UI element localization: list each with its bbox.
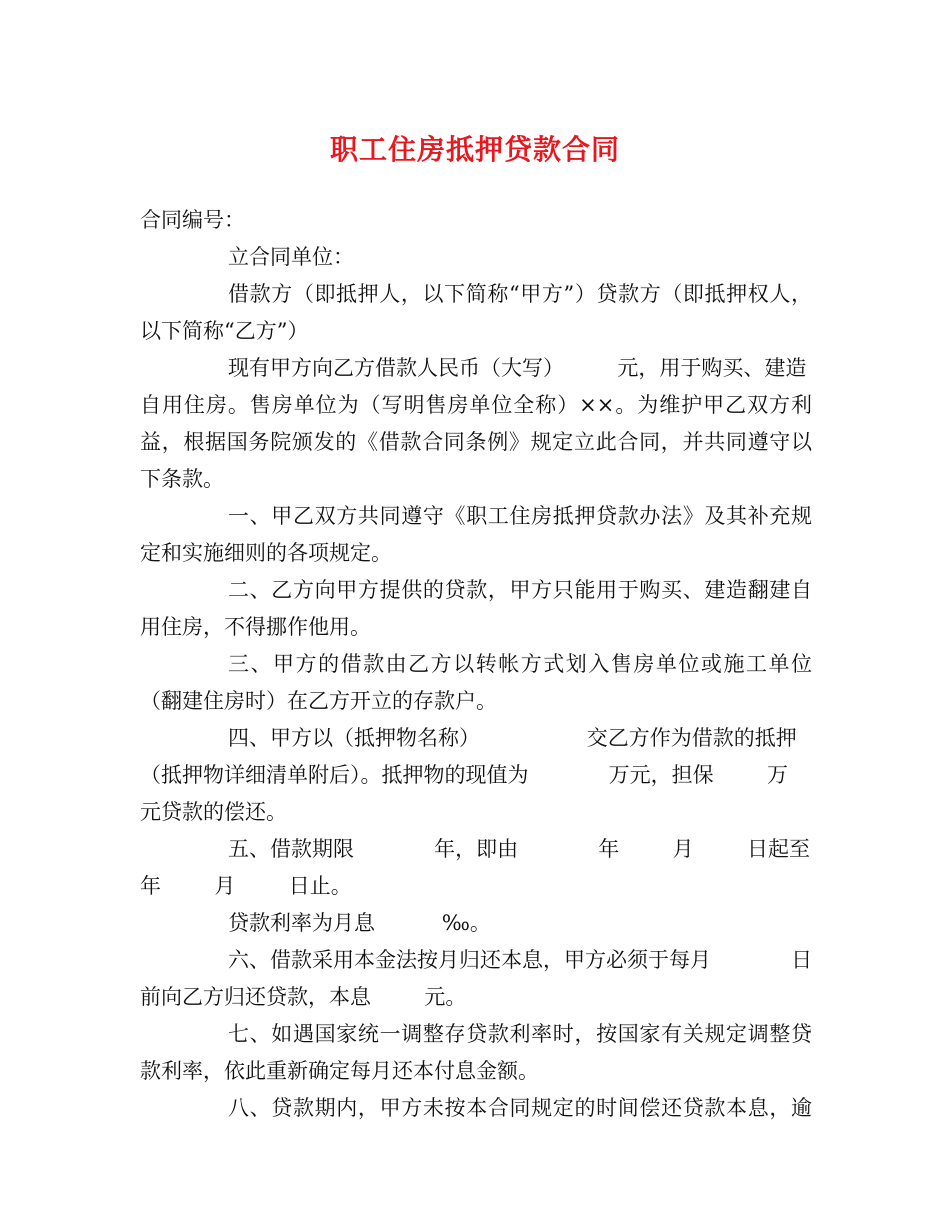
clause-line: 六、借款采用本金法按月归还本息，甲方必须于每月 日	[228, 948, 813, 972]
contract-number-line: 合同编号：	[140, 208, 245, 232]
paragraph-line: 自用住房。售房单位为（写明售房单位全称）××。为维护甲乙双方利	[140, 393, 812, 417]
clause-line: 用住房，不得挪作他用。	[140, 615, 371, 639]
document-title: 职工住房抵押贷款合同	[329, 133, 620, 166]
clause-line: 二、乙方向甲方提供的贷款，甲方只能用于购买、建造翻建自	[228, 578, 812, 602]
clause-line: 贷款利率为月息 ‰。	[228, 911, 491, 935]
paragraph-line: 益，根据国务院颁发的《借款合同条例》规定立此合同，并共同遵守以	[140, 430, 812, 454]
clause-line: 前向乙方归还贷款，本息 元。	[140, 985, 467, 1009]
clause-line: 年 月 日止。	[140, 874, 352, 898]
clause-line: （抵押物详细清单附后）。抵押物的现值为 万元，担保 万	[140, 763, 789, 787]
clause-line: 五、借款期限 年，即由 年 月 日起至	[228, 837, 811, 861]
clause-line: 定和实施细则的各项规定。	[140, 541, 392, 565]
paragraph-line: 下条款。	[140, 467, 224, 491]
clause-line: 七、如遇国家统一调整存贷款利率时，按国家有关规定调整贷	[228, 1022, 812, 1046]
paragraph-line: 以下简称“乙方”）	[140, 319, 309, 343]
paragraph-line: 借款方（即抵押人，以下简称“甲方”）贷款方（即抵押权人，	[228, 282, 812, 306]
clause-line: 四、甲方以（抵押物名称） 交乙方作为借款的抵押	[228, 726, 797, 750]
clause-line: 一、甲乙双方共同遵守《职工住房抵押贷款办法》及其补充规	[228, 504, 812, 528]
clause-line: 八、贷款期内，甲方未按本合同规定的时间偿还贷款本息，逾	[228, 1096, 812, 1120]
paragraph-line: 现有甲方向乙方借款人民币（大写） 元，用于购买、建造	[228, 356, 807, 380]
clause-line: （翻建住房时）在乙方开立的存款户。	[140, 689, 497, 713]
clause-line: 元贷款的偿还。	[140, 800, 287, 824]
contract-parties-line: 立合同单位：	[228, 245, 354, 269]
clause-line: 款利率，依此重新确定每月还本付息金额。	[140, 1059, 539, 1083]
clause-line: 三、甲方的借款由乙方以转帐方式划入售房单位或施工单位	[228, 652, 812, 676]
